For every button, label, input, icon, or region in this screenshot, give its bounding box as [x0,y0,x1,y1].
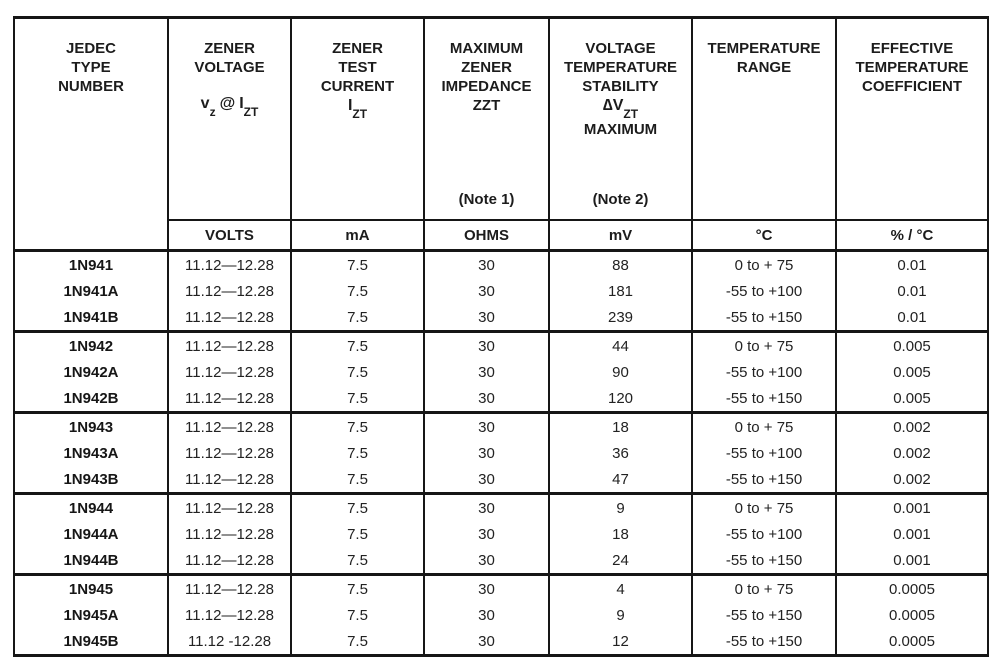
header-max-zener-impedance [424,18,549,221]
cell-temp-stability: 24 [549,547,692,575]
table-row [14,385,988,413]
unit-ma: mA [291,220,424,251]
cell-jedec-type: 1N943A [14,440,168,466]
table-row [14,332,988,360]
table-body [14,251,988,656]
cell-temp-stability: 88 [549,251,692,279]
header-effective-temp-coefficient [836,18,988,221]
cell-zener-voltage: 11.12—12.28 [168,466,291,494]
zener-voltage-symbol: $v_z@$ $I_{ZT}$ [200,95,259,120]
header-line: STABILITY [582,78,659,95]
header-temperature-range [692,18,836,221]
header-line: JEDEC [65,40,117,57]
cell-temp-coefficient: 0.005 [836,359,988,385]
header-line: EFFECTIVE [870,40,954,57]
cell-temp-range: -55 to +100 [692,440,836,466]
header-line: IMPEDANCE [441,78,532,95]
table-row [14,628,988,656]
cell-jedec-type: 1N944A [14,521,168,547]
cell-temp-range: -55 to +150 [692,602,836,628]
cell-test-current: 7.5 [291,494,424,522]
cell-temp-range: 0 to + 75 [692,575,836,603]
cell-temp-coefficient: 0.001 [836,494,988,522]
cell-temp-range: -55 to +100 [692,278,836,304]
cell-test-current: 7.5 [291,521,424,547]
cell-zener-voltage: 11.12—12.28 [168,304,291,332]
cell-test-current: 7.5 [291,575,424,603]
cell-zener-voltage: 11.12—12.28 [168,575,291,603]
delta-vzt-symbol: $\Delta V_{ZT}$ [602,97,639,122]
cell-temp-coefficient: 0.0005 [836,628,988,656]
header-line: MAXIMUM [449,40,524,57]
header-line: VOLTAGE [585,40,656,57]
cell-max-impedance: 30 [424,413,549,441]
zener-spec-table [13,16,989,657]
cell-zener-voltage: 11.12—12.28 [168,521,291,547]
cell-temp-coefficient: 0.001 [836,521,988,547]
header-line: ZZT [472,97,501,114]
cell-max-impedance: 30 [424,575,549,603]
header-zener-test-current [291,18,424,221]
cell-temp-stability: 181 [549,278,692,304]
cell-temp-range: -55 to +150 [692,304,836,332]
cell-temp-coefficient: 0.01 [836,278,988,304]
header-line: ZENER [332,40,383,57]
cell-test-current: 7.5 [291,547,424,575]
table-row [14,440,988,466]
table-row [14,466,988,494]
cell-zener-voltage: 11.12—12.28 [168,359,291,385]
table-row [14,278,988,304]
cell-temp-stability: 4 [549,575,692,603]
cell-jedec-type: 1N945 [14,575,168,603]
cell-temp-coefficient: 0.01 [836,304,988,332]
cell-zener-voltage: 11.12—12.28 [168,547,291,575]
cell-test-current: 7.5 [291,385,424,413]
cell-temp-stability: 18 [549,521,692,547]
cell-zener-voltage: 11.12—12.28 [168,413,291,441]
cell-zener-voltage: 11.12—12.28 [168,251,291,279]
cell-max-impedance: 30 [424,494,549,522]
table-row [14,575,988,603]
cell-zener-voltage: 11.12—12.28 [168,494,291,522]
cell-jedec-type: 1N944 [14,494,168,522]
table-row [14,547,988,575]
cell-max-impedance: 30 [424,547,549,575]
header-zener-voltage [168,18,291,221]
header-line: TYPE [71,59,111,76]
cell-max-impedance: 30 [424,332,549,360]
unit-mv: mV [549,220,692,251]
cell-jedec-type: 1N945A [14,602,168,628]
header-line: TEMPERATURE [707,40,821,57]
note-2-reference: (Note 2) [592,191,649,208]
cell-temp-coefficient: 0.01 [836,251,988,279]
cell-temp-coefficient: 0.0005 [836,575,988,603]
cell-max-impedance: 30 [424,440,549,466]
cell-temp-coefficient: 0.005 [836,385,988,413]
cell-jedec-type: 1N941A [14,278,168,304]
cell-zener-voltage: 11.12—12.28 [168,385,291,413]
header-line: RANGE [736,59,792,76]
cell-temp-range: -55 to +150 [692,466,836,494]
cell-temp-stability: 44 [549,332,692,360]
cell-temp-range: -55 to +100 [692,359,836,385]
table-row [14,521,988,547]
header-line: TEST [338,59,377,76]
header-line: VOLTAGE [194,59,265,76]
cell-temp-range: 0 to + 75 [692,413,836,441]
cell-max-impedance: 30 [424,385,549,413]
cell-test-current: 7.5 [291,466,424,494]
cell-temp-stability: 18 [549,413,692,441]
cell-test-current: 7.5 [291,278,424,304]
cell-test-current: 7.5 [291,359,424,385]
header-line: MAXIMUM [583,121,658,139]
cell-temp-stability: 120 [549,385,692,413]
header-line: COEFFICIENT [862,78,962,95]
table-row [14,602,988,628]
cell-test-current: 7.5 [291,602,424,628]
cell-jedec-type: 1N944B [14,547,168,575]
cell-max-impedance: 30 [424,304,549,332]
cell-zener-voltage: 11.12—12.28 [168,332,291,360]
cell-temp-stability: 36 [549,440,692,466]
cell-temp-stability: 90 [549,359,692,385]
header-line: TEMPERATURE [563,59,678,76]
cell-temp-stability: 239 [549,304,692,332]
cell-temp-range: -55 to +150 [692,628,836,656]
table-row [14,251,988,279]
cell-max-impedance: 30 [424,251,549,279]
cell-max-impedance: 30 [424,628,549,656]
table-row [14,413,988,441]
cell-temp-coefficient: 0.002 [836,413,988,441]
table-row [14,494,988,522]
cell-temp-range: -55 to +150 [692,385,836,413]
cell-max-impedance: 30 [424,359,549,385]
cell-temp-stability: 47 [549,466,692,494]
cell-temp-coefficient: 0.001 [836,547,988,575]
unit-volts: VOLTS [168,220,291,251]
cell-temp-range: 0 to + 75 [692,251,836,279]
cell-zener-voltage: 11.12 -12.28 [168,628,291,656]
cell-jedec-type: 1N945B [14,628,168,656]
header-line: ZENER [461,59,512,76]
cell-temp-stability: 9 [549,602,692,628]
unit-ohms: OHMS [424,220,549,251]
cell-temp-coefficient: 0.002 [836,466,988,494]
table-row [14,359,988,385]
cell-temp-coefficient: 0.002 [836,440,988,466]
cell-temp-stability: 12 [549,628,692,656]
table-header [14,18,988,251]
cell-temp-coefficient: 0.005 [836,332,988,360]
cell-temp-range: -55 to +150 [692,547,836,575]
table-row [14,304,988,332]
unit-pct-per-degc: % / °C [836,220,988,251]
test-current-symbol: $I_{ZT}$ [347,97,368,122]
cell-jedec-type: 1N942A [14,359,168,385]
note-1-reference: (Note 1) [458,191,515,208]
cell-temp-coefficient: 0.0005 [836,602,988,628]
cell-max-impedance: 30 [424,466,549,494]
header-jedec-type-number [14,18,168,251]
cell-max-impedance: 30 [424,521,549,547]
cell-jedec-type: 1N942 [14,332,168,360]
cell-temp-range: 0 to + 75 [692,494,836,522]
cell-jedec-type: 1N941 [14,251,168,279]
header-line: NUMBER [58,78,124,95]
cell-zener-voltage: 11.12—12.28 [168,602,291,628]
cell-jedec-type: 1N942B [14,385,168,413]
header-line: TEMPERATURE [855,59,969,76]
header-voltage-temp-stability [549,18,692,221]
cell-test-current: 7.5 [291,440,424,466]
cell-test-current: 7.5 [291,628,424,656]
cell-temp-range: 0 to + 75 [692,332,836,360]
cell-temp-range: -55 to +100 [692,521,836,547]
cell-max-impedance: 30 [424,278,549,304]
header-row [14,18,988,221]
cell-temp-stability: 9 [549,494,692,522]
cell-test-current: 7.5 [291,251,424,279]
header-line: CURRENT [320,78,395,95]
cell-test-current: 7.5 [291,332,424,360]
cell-test-current: 7.5 [291,413,424,441]
header-line: ZENER [204,40,255,57]
cell-max-impedance: 30 [424,602,549,628]
cell-zener-voltage: 11.12—12.28 [168,278,291,304]
unit-degc: °C [692,220,836,251]
cell-jedec-type: 1N941B [14,304,168,332]
cell-jedec-type: 1N943 [14,413,168,441]
cell-zener-voltage: 11.12—12.28 [168,440,291,466]
cell-jedec-type: 1N943B [14,466,168,494]
cell-test-current: 7.5 [291,304,424,332]
